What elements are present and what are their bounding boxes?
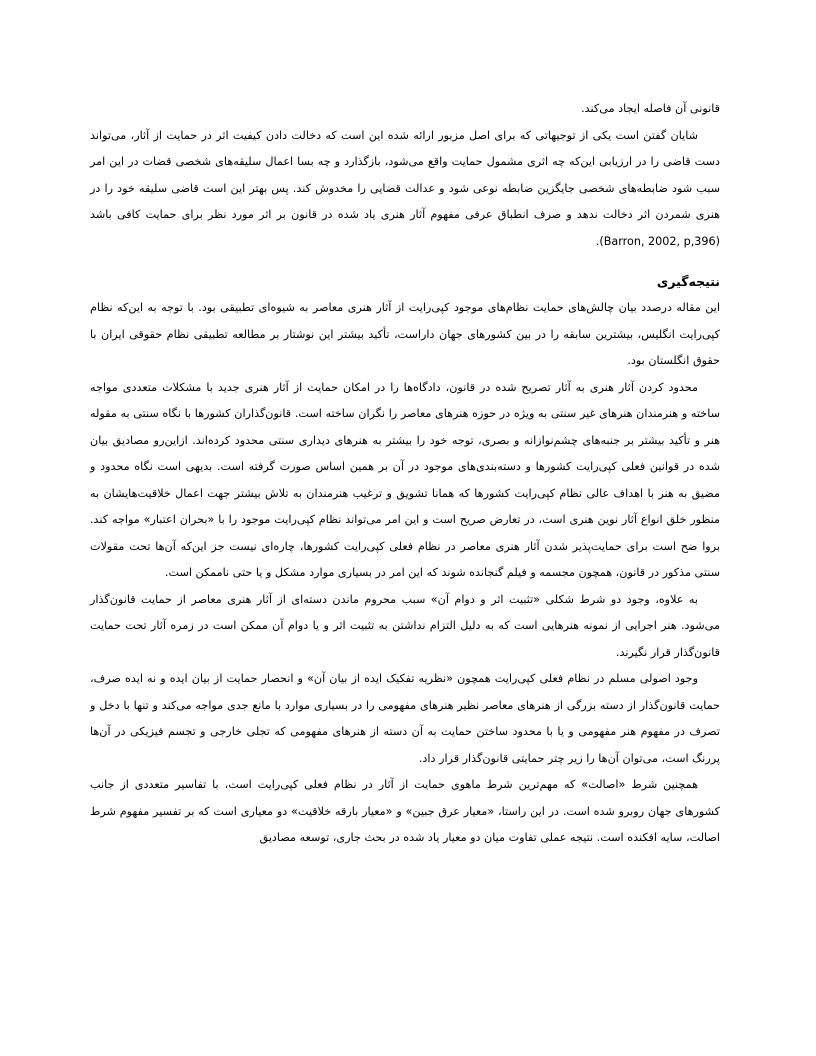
paragraph-conclusion-limitation: محدود کردن آثار هنری به آثار تصریح شده در قانون، دادگاه‌ها را در امکان حمایت از آثار هنری جدید با مشکلات متعددی مواجه ساخته و هنرمندان هنرهای غیر سنتی به ویژه در حوزه هنرهای معاصر را نگران ساخته است. قانون‌گذاران کشورها با نگاه سنتی به مقوله هنر و تأکید بیشتر بر جنبه‌های چشم‌نوازانه و بصری، توجه خود را بیشتر به هنرهای دیداری سنتی محدود کرده‌اند. ازاین‌رو مصادیق بیان شده در قوانین فعلی کپی‌رایت کشورها و دسته‌بندی‌های موجود در آن بر همین اساس صورت گرفته است. بدیهی است نگاه محدود و مضیق به هنر با اهداف عالی نظام کپی‌رایت کشورها که همانا تشویق و ترغیب هنرمندان به تلاش بیشتر جهت اعمال خلاقیت‌هایشان به منظور خلق انواع آثار نوین هنری است، در تعارض صریح است و این امر می‌تواند نظام کپی‌رایت موجود را با «بحران اعتبار» مواجه کند. بروا ضح است برای حمایت‌پذیر شدن آثار هنری معاصر در نظام فعلی کپی‌رایت کشورها، چاره‌ای نیست جز این‌که آن‌ها تحت مقولات سنتی مذکور در قانون، همچون مجسمه و فیلم گنجانده شوند که این امر در بسیاری موارد مشکل و یا حتی ناممکن است. — [90, 380, 720, 579]
paragraph-conclusion-intro: این مقاله درصدد بیان چالش‌های حمایت نظام‌های موجود کپی‌رایت از آثار هنری معاصر به شیوه‌ای تطبیقی بود. با توجه به این‌که نظام کپی‌رایت انگلیس، بیشترین سابقه را در بین کشورهای جهان داراست، تأکید بیشتر این نوشتار بر مطالعه تطبیقی نظام حقوقی ایران با حقوق انگلستان بود. — [90, 301, 720, 367]
paragraph-conclusion-originality: همچنین شرط «اصالت» که مهم‌ترین شرط ماهوی حمایت از آثار در نظام فعلی کپی‌رایت است، با تفاسیر متعددی از جانب کشورهای جهان روبرو شده است. در این راستا، «معیار عرق جبین» و «معیار بارقه خلاقیت» دو معیاری است که بر تفسیر مفهوم شرط اصالت، سایه افکنده است. نتیجه عملی تفاوت میان دو معیار یاد شده در بحث جاری، توسعه مصادیق — [90, 778, 720, 844]
section-heading-conclusion: نتیجه‌گیری — [656, 274, 720, 289]
paragraph-continuation: قانونی آن فاصله ایجاد می‌کند. — [581, 102, 720, 115]
paragraph-justification: شایان گفتن است یکی از توجیهاتی که برای اصل مزبور ارائه شده این است که دخالت دادن کیفیت اثر در حمایت از آثار، می‌تواند دست قاضی را در ارزیابی این‌که چه اثری مشمول حمایت واقع می‌شود، بازگذارد و چه بسا اعمال سلیقه‌های شخصی قضات در این امر سبب شود ضابطه‌های شخصی جایگزین ضابطه نوعی شود و عدالت قضایی را مخدوش کند. پس بهتر این است قاضی سلیقه خود را در هنری شمردن اثر دخالت ندهد و صرف انطباق عرفی مفهوم آثار هنری یاد شده در قانون بر اثر مورد نظر برای حمایت کافی باشد (Barron, 2002, p,396). — [90, 128, 720, 248]
document-body — [90, 96, 720, 852]
paragraph-conclusion-idea-expression: وجود اصولی مسلم در نظام فعلی کپی‌رایت همچون «نظریه تفکیک ایده از بیان آن» و انحصار حمایت از بیان ایده و نه ایده صرف، حمایت قانون‌گذار از دسته بزرگی از هنرهای معاصر نظیر هنرهای مفهومی را در بسیاری موارد با مانع جدی مواجه می‌کند و تنها با دخل و تصرف در مفهوم هنر مفهومی و یا با محدود ساختن حمایت به آن دسته از هنرهای مفهومی که تجلی خارجی و تجسم فیزیکی در آن‌ها پررنگ است، می‌توان آن‌ها را زیر چتر حمایتی قانون‌گذار قرار داد. — [90, 672, 720, 765]
paragraph-conclusion-fixation: به علاوه، وجود دو شرط شکلی «تثبیت اثر و دوام آن» سبب محروم ماندن دسته‌ای از آثار هنری معاصر از حمایت قانون‌گذار می‌شود. هنر اجرایی از نمونه هنرهایی است که به دلیل التزام نداشتن به تثبیت اثر و یا دوام آن ممکن است در زمره آثار تحت حمایت قانون‌گذار قرار نگیرند. — [90, 592, 720, 659]
